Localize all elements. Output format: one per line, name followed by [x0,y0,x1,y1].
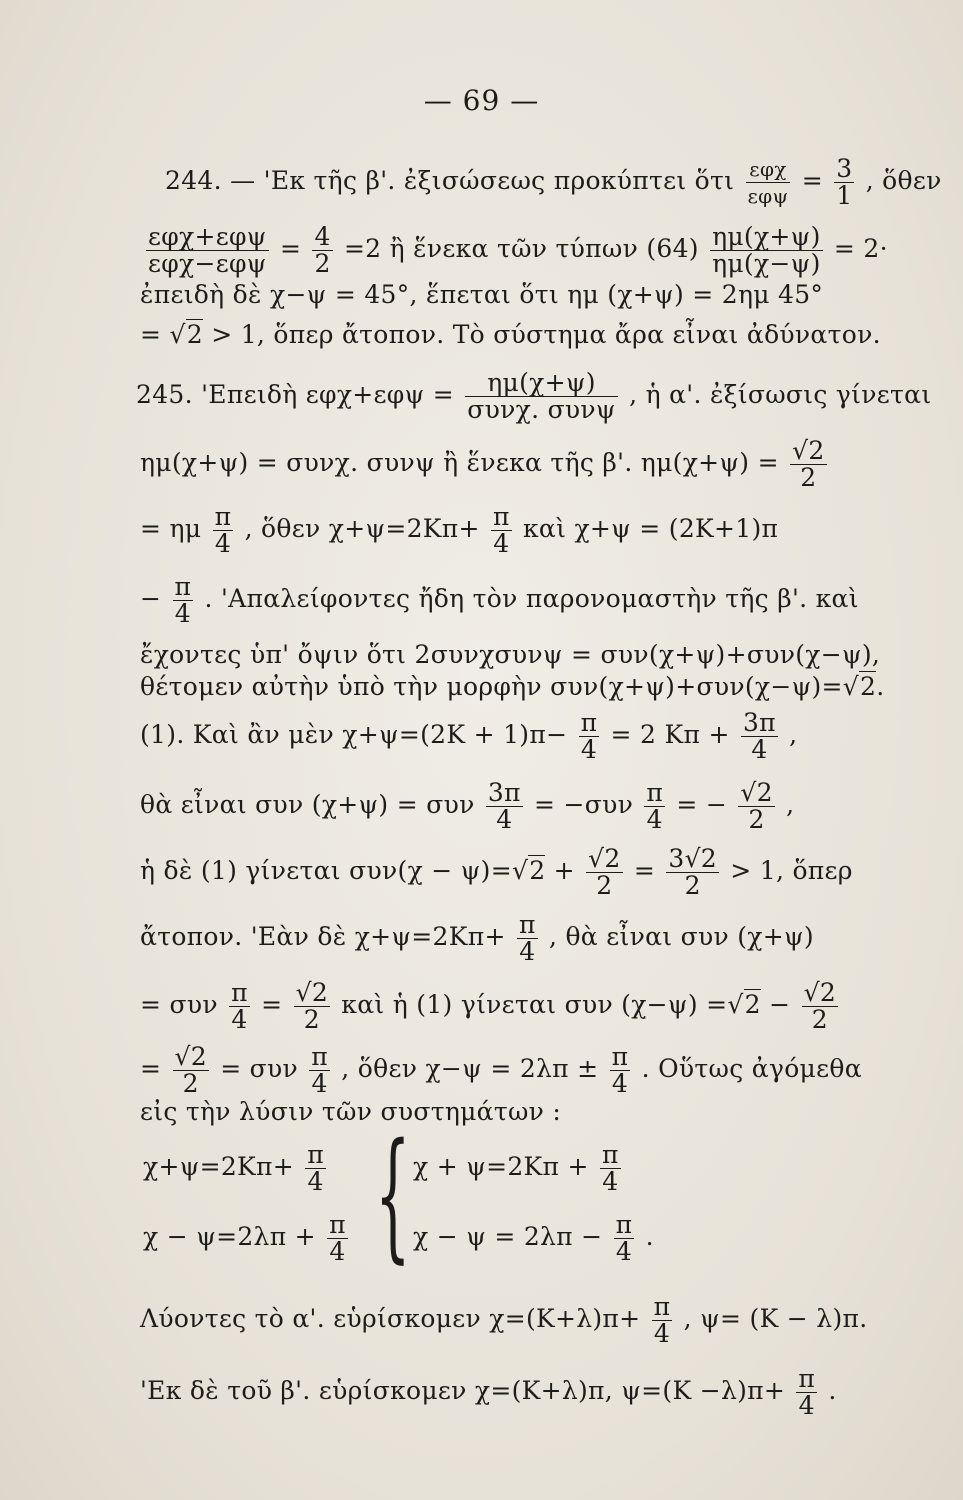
fraction [802,980,838,1033]
text-fragment: = −συν [534,790,634,819]
text-fragment: (1). Καὶ ἂν μὲν χ+ψ=(2Κ + 1)π− [140,720,568,749]
text-fragment: , θὰ εἶναι συν (χ+ψ) [548,922,814,951]
numerator: √2 [740,778,773,807]
numerator: π [602,1140,619,1169]
text-fragment: χ+ψ=2Κπ+ [143,1152,295,1181]
numerator: εφχ [746,156,791,183]
numerator: εφχ+εφψ [148,222,267,251]
fraction [213,504,234,557]
numerator: √2 [803,978,837,1007]
text-fragment: ἡ δὲ (1) γίνεται συν(χ − ψ)= [140,856,512,885]
text-fragment: = [801,166,823,195]
fraction [579,710,600,763]
denominator: 4 [493,529,510,558]
numerator: 4 [314,222,331,251]
text-fragment: καὶ χ+ψ = (2Κ+1)π [523,514,779,543]
text-fragment: = 2· [833,234,888,263]
text-fragment: , ὅθεν [865,166,942,195]
text-line [140,504,900,557]
numerator: π [615,1210,633,1239]
text-fragment: , [786,790,795,819]
numerator: π [798,1364,816,1393]
text-fragment: = συν [220,1054,299,1083]
numerator: π [493,502,510,531]
system-equation [143,1142,373,1195]
fraction [327,1212,348,1265]
numerator: √2 [295,978,329,1007]
text-fragment: = [261,990,283,1019]
denominator: 4 [307,1167,324,1196]
denominator: 2 [596,871,613,900]
fraction [666,846,719,899]
sqrt-sign: √ [842,672,860,701]
numerator: ημ(χ+ψ) [712,222,821,251]
page-number: — 69 — [423,84,540,117]
denominator: εφχ−εφψ [148,249,267,278]
text-fragment: + [545,856,575,885]
denominator: 2 [684,871,701,900]
text-line [140,1366,900,1419]
text-line [140,710,900,763]
text-line [140,320,900,350]
sqrt-sign: √ [727,990,744,1019]
text-line [140,640,900,670]
text-fragment: 245. 'Επειδὴ εφχ+εφψ = [136,380,455,409]
numerator: 3π [487,778,521,807]
fraction [614,1212,635,1265]
denominator: 4 [653,1319,671,1348]
fraction [796,1366,817,1419]
fraction [491,504,512,557]
fraction [312,224,332,277]
numerator: π [311,1042,329,1071]
denominator: 2 [748,805,765,834]
text-fragment: , ὅθεν χ+ψ=2Κπ+ [244,514,480,543]
numerator: π [174,572,192,601]
text-fragment: καὶ ἡ (1) γίνεται συν (χ−ψ) = [341,990,728,1019]
fraction [173,574,194,627]
fraction [710,224,823,277]
text-line [140,1097,900,1127]
text-fragment: = [279,234,302,263]
text-fragment: = ημ [140,514,202,543]
denominator: 2 [811,1005,828,1034]
fraction [644,780,665,833]
denominator: 4 [751,735,768,764]
text-line [140,912,900,965]
fraction [652,1294,673,1347]
text-fragment: = [140,320,170,349]
denominator: ημ(χ−ψ) [712,249,821,278]
text-fragment: . [876,672,885,701]
text-line [140,574,900,627]
text-fragment: = − [676,790,728,819]
fraction [834,156,854,209]
text-fragment: ἐπειδὴ δὲ χ−ψ = 45°, ἕπεται ὅτι ημ (χ+ψ) = 2ημ 45° [140,280,824,309]
numerator: π [653,1292,671,1321]
text-fragment: > 1, ὅπερ [730,856,853,885]
denominator: 4 [615,1237,633,1266]
text-line [140,1294,900,1347]
text-fragment: , ἡ α'. ἐξίσωσις γίνεται [629,380,932,409]
text-fragment: 'Εκ δὲ τοῦ β'. εὑρίσκομεν χ=(Κ+λ)π, ψ=(Κ −λ)π+ [140,1376,786,1405]
denominator: 4 [311,1069,328,1098]
text-fragment: − [760,990,791,1019]
text-line [143,224,903,277]
fraction [790,438,826,491]
numerator: π [518,910,536,939]
numerator: 3π [742,708,776,737]
text-fragment: . 'Απαλείφοντες ἤδη τὸν παρονομαστὴν τῆς β'. καὶ [204,584,859,613]
text-fragment: , [789,720,798,749]
denominator: 4 [611,1069,629,1098]
numerator: √2 [174,1042,207,1071]
fraction [465,370,618,423]
sqrt-sign: √ [169,320,186,349]
numerator: √2 [588,844,621,873]
fraction [229,980,250,1033]
numerator: π [307,1140,324,1169]
text-line [140,846,900,899]
text-line [140,780,900,833]
denominator: 4 [519,937,536,966]
sqrt-sign: √ [511,856,529,885]
numerator: ημ(χ+ψ) [465,370,618,397]
fraction [309,1044,330,1097]
text-fragment: = 2 Κπ + [610,720,730,749]
text-fragment: ἔχοντες ὑπ' ὄψιν ὅτι 2συνχσυνψ = συν(χ+ψ)+συν(χ−ψ), [140,640,881,669]
fraction [517,912,538,965]
numerator: π [580,708,598,737]
text-fragment: , ὅθεν χ−ψ = 2λπ ± [341,1054,599,1083]
denominator: 4 [214,529,232,558]
sqrt-radicand: 2 [186,320,203,349]
denominator: εφψ [747,184,789,208]
system-equation [143,1212,373,1265]
sqrt-radicand: 2 [860,672,877,701]
text-fragment: . [828,1376,837,1405]
fraction [746,156,791,209]
text-line [165,154,942,210]
text-fragment: ημ(χ+ψ) = συνχ. συνψ ἢ ἕνεκα τῆς β'. ημ(χ+ψ) = [140,448,779,477]
denominator: 2 [182,1069,199,1098]
denominator: 4 [646,805,663,834]
fraction [741,710,778,763]
text-fragment: = συν [140,990,218,1019]
fraction [486,780,523,833]
text-fragment: χ − ψ=2λπ + [143,1222,316,1251]
fraction [610,1044,631,1097]
text-line [140,1044,900,1097]
denominator: 4 [602,1167,619,1196]
numerator: π [329,1210,346,1239]
system-equation [413,1212,713,1265]
text-fragment: , ψ= (Κ − λ)π. [683,1304,868,1333]
text-fragment: θὰ εἶναι συν (χ+ψ) = συν [140,790,475,819]
denominator: 4 [798,1391,815,1420]
numerator: π [611,1042,629,1071]
denominator: 4 [329,1237,346,1266]
denominator: 4 [580,735,598,764]
sqrt-radicand: 2 [744,990,761,1019]
text-fragment: = [140,1054,162,1083]
denominator: 2 [303,1005,320,1034]
denominator: 4 [174,599,191,628]
numerator: 3 [836,154,853,183]
denominator: 4 [231,1005,248,1034]
text-fragment: > 1, ὅπερ ἄτοπον. Τὸ σύστημα ἄρα εἶναι ἀδύνατον. [202,320,881,349]
text-fragment: − [140,584,162,613]
numerator: π [231,978,248,1007]
fraction [305,1142,326,1195]
brace: { [375,1114,411,1277]
fraction [586,846,622,899]
fraction [146,224,269,277]
text-fragment: . [645,1222,654,1251]
text-fragment: θέτομεν αὐτὴν ὑπὸ τὴν μορφὴν συν(χ+ψ)+συν(χ−ψ)= [140,672,843,701]
numerator: √2 [792,436,825,465]
fraction [738,780,774,833]
numerator: 3√2 [668,844,718,873]
text-line [136,368,932,424]
denominator: 4 [496,805,513,834]
numerator: π [214,502,232,531]
fraction [600,1142,621,1195]
text-fragment: Λύοντες τὸ α'. εὑρίσκομεν χ=(Κ+λ)π+ [140,1304,641,1333]
text-fragment: ἄτοπον. 'Εὰν δὲ χ+ψ=2Κπ+ [140,922,506,951]
denominator: 2 [314,249,331,278]
text-line [140,980,900,1033]
text-fragment: εἰς τὴν λύσιν τῶν συστημάτων : [140,1097,562,1126]
text-fragment: χ − ψ = 2λπ − [413,1222,603,1251]
sqrt-radicand: 2 [529,856,546,885]
system-equation [413,1142,713,1195]
text-line [140,280,900,310]
text-fragment: 244. — 'Εκ τῆς β'. ἐξισώσεως προκύπτει ὅτι [165,166,735,195]
text-line [140,438,900,491]
text-fragment: . Οὕτως ἀγόμεθα [641,1054,862,1083]
fraction [294,980,330,1033]
denominator: 2 [800,463,817,492]
text-fragment: χ + ψ=2Κπ + [413,1152,589,1181]
denominator: 1 [836,181,853,210]
text-line [140,672,900,702]
fraction [173,1044,209,1097]
text-fragment: = [633,856,656,885]
text-fragment: =2 ἢ ἕνεκα τῶν τύπων (64) [343,234,699,263]
numerator: π [646,778,664,807]
denominator: συνχ. συνψ [467,395,616,424]
